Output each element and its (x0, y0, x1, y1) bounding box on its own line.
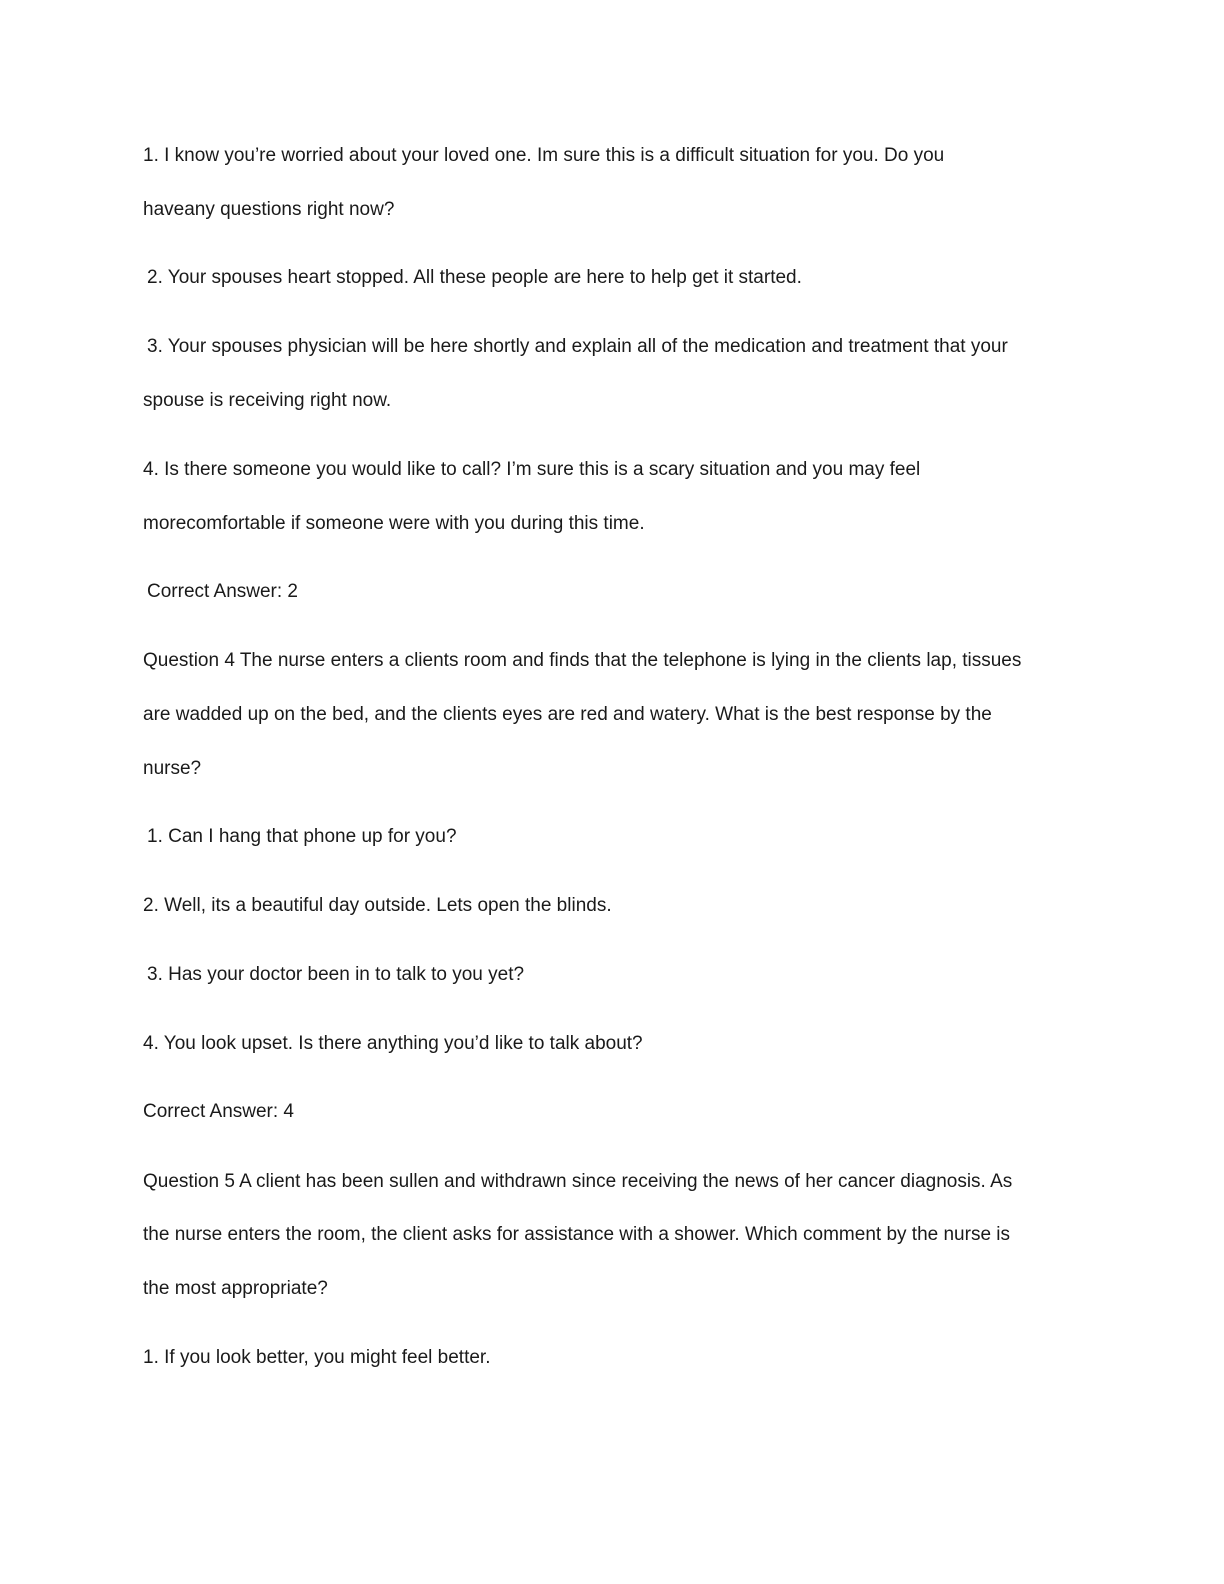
answer-option-4-line-1: 4. Is there someone you would like to call? I’m sure this is a scary situation and you may feel (143, 459, 921, 480)
answer-option-1-line-1: 1. I know you’re worried about your loved one. Im sure this is a difficult situation for you. Do you (143, 145, 945, 166)
q4-option-4: 4. You look upset. Is there anything you’d like to talk about? (143, 1033, 643, 1054)
answer-option-2: 2. Your spouses heart stopped. All these people are here to help get it started. (147, 267, 802, 288)
answer-option-3-line-2: spouse is receiving right now. (143, 390, 392, 411)
q4-option-2: 2. Well, its a beautiful day outside. Lets open the blinds. (143, 895, 612, 916)
q4-option-3: 3. Has your doctor been in to talk to you yet? (147, 964, 525, 985)
answer-option-1-line-2: haveany questions right now? (143, 199, 395, 220)
question-4-line-2: are wadded up on the bed, and the clients eyes are red and watery. What is the best response by the (143, 704, 992, 725)
q5-option-1: 1. If you look better, you might feel better. (143, 1347, 491, 1368)
question-4-line-1: Question 4 The nurse enters a clients room and finds that the telephone is lying in the clients lap, tissues (143, 650, 1022, 671)
correct-answer-q3: Correct Answer: 2 (147, 581, 298, 602)
question-4-line-3: nurse? (143, 758, 202, 779)
answer-option-4-line-2: morecomfortable if someone were with you during this time. (143, 513, 645, 534)
question-5-line-3: the most appropriate? (143, 1278, 328, 1299)
correct-answer-q4: Correct Answer: 4 (143, 1101, 294, 1122)
question-5-line-2: the nurse enters the room, the client asks for assistance with a shower. Which comment by the nurse is (143, 1224, 1011, 1245)
q4-option-1: 1. Can I hang that phone up for you? (147, 826, 457, 847)
answer-option-3-line-1: 3. Your spouses physician will be here shortly and explain all of the medication and treatment that your (147, 336, 1008, 357)
question-5-line-1: Question 5 A client has been sullen and withdrawn since receiving the news of her cancer diagnosis. As (143, 1171, 1013, 1192)
